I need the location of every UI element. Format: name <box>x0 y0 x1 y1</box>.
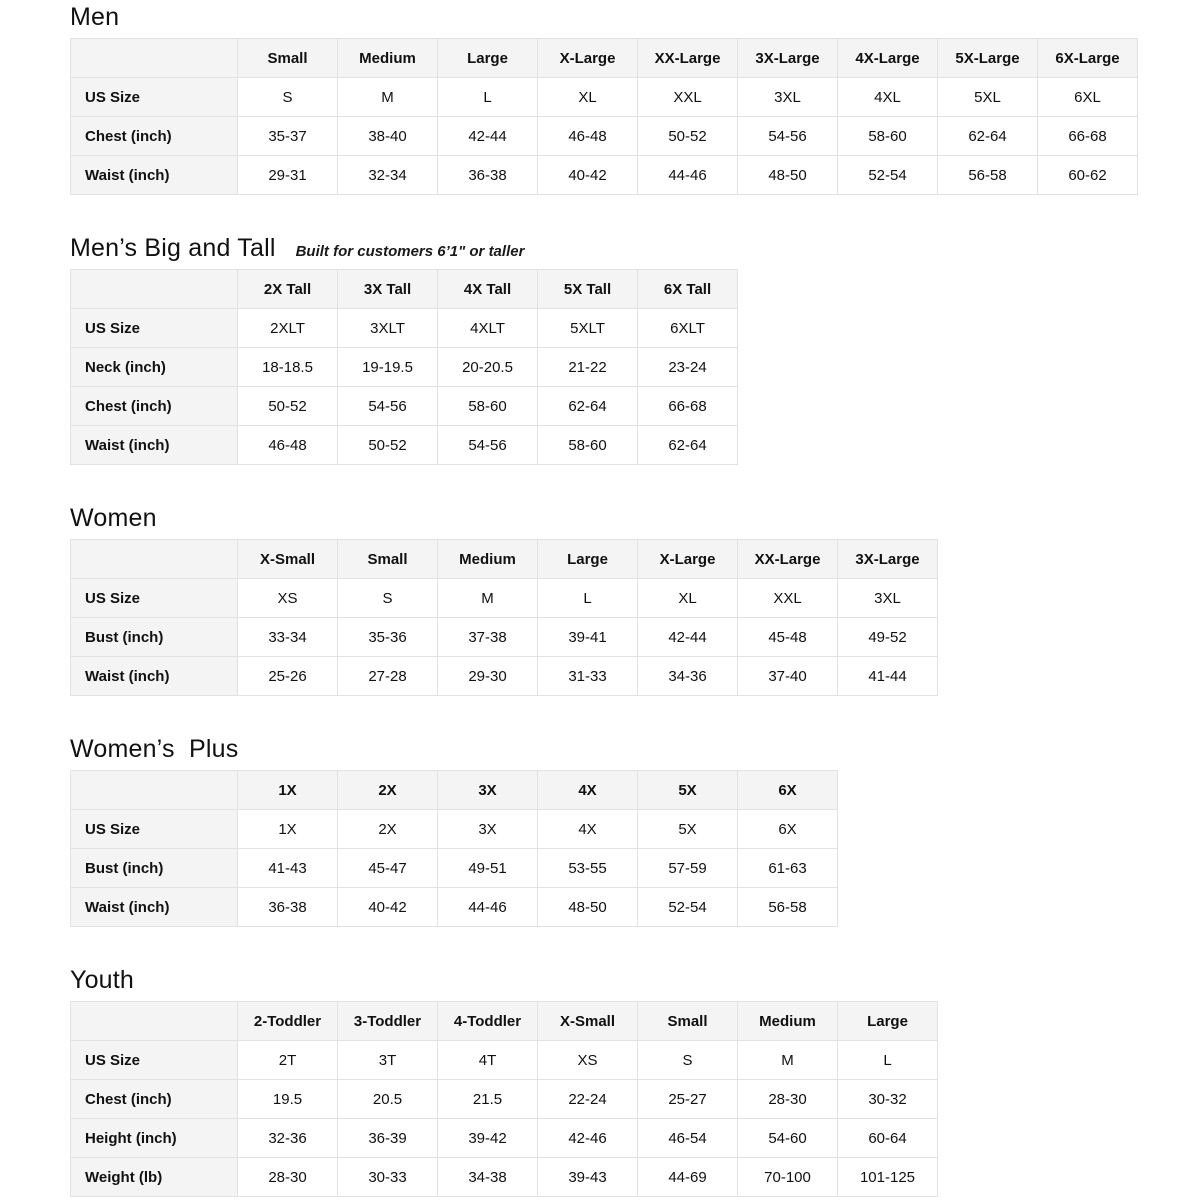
size-value-cell: 28-30 <box>238 1158 338 1197</box>
column-header: 3X Tall <box>338 270 438 309</box>
size-value-cell: 32-36 <box>238 1119 338 1158</box>
size-value-cell: 22-24 <box>538 1080 638 1119</box>
size-value-cell: XS <box>538 1041 638 1080</box>
column-header: Small <box>238 39 338 78</box>
size-value-cell: 54-56 <box>338 387 438 426</box>
size-value-cell: 35-36 <box>338 618 438 657</box>
size-value-cell: 54-56 <box>738 117 838 156</box>
size-value-cell: 62-64 <box>638 426 738 465</box>
column-header: 4X-Large <box>838 39 938 78</box>
row-label: US Size <box>71 1041 238 1080</box>
column-header: 5X <box>638 771 738 810</box>
table-row <box>71 387 738 426</box>
column-header: 4-Toddler <box>438 1002 538 1041</box>
size-value-cell: 30-32 <box>838 1080 938 1119</box>
column-header: X-Small <box>238 540 338 579</box>
row-label: US Size <box>71 810 238 849</box>
table-row <box>71 888 838 927</box>
size-table <box>70 38 1138 195</box>
section-title: Youth <box>70 966 135 994</box>
size-value-cell: 6XLT <box>638 309 738 348</box>
size-value-cell: 3XLT <box>338 309 438 348</box>
section-title: Men’s Big and Tall <box>70 234 276 262</box>
table-row <box>71 657 938 696</box>
size-value-cell: 32-34 <box>338 156 438 195</box>
size-value-cell: 36-38 <box>438 156 538 195</box>
size-value-cell: 3XL <box>738 78 838 117</box>
size-value-cell: 49-51 <box>438 849 538 888</box>
column-header: 2-Toddler <box>238 1002 338 1041</box>
row-label: Waist (inch) <box>71 888 238 927</box>
size-value-cell: S <box>638 1041 738 1080</box>
size-value-cell: 46-48 <box>238 426 338 465</box>
size-value-cell: 42-44 <box>638 618 738 657</box>
table-row <box>71 156 1138 195</box>
column-header: 4X <box>538 771 638 810</box>
size-value-cell: 4XLT <box>438 309 538 348</box>
row-label: Chest (inch) <box>71 1080 238 1119</box>
size-value-cell: 44-46 <box>438 888 538 927</box>
size-value-cell: 21.5 <box>438 1080 538 1119</box>
size-value-cell: 4XL <box>838 78 938 117</box>
size-value-cell: 2X <box>338 810 438 849</box>
table-row <box>71 78 1138 117</box>
section-heading <box>70 503 1200 533</box>
size-value-cell: XL <box>538 78 638 117</box>
row-label: Chest (inch) <box>71 117 238 156</box>
column-header: Large <box>538 540 638 579</box>
table-row <box>71 618 938 657</box>
table-row <box>71 1119 938 1158</box>
column-header: Medium <box>738 1002 838 1041</box>
size-value-cell: XXL <box>738 579 838 618</box>
table-corner-cell <box>71 39 238 78</box>
size-value-cell: 48-50 <box>738 156 838 195</box>
size-value-cell: 33-34 <box>238 618 338 657</box>
table-row <box>71 579 938 618</box>
size-value-cell: 29-31 <box>238 156 338 195</box>
section-title: Men <box>70 3 120 31</box>
size-table <box>70 269 738 465</box>
table-header-row <box>71 39 1138 78</box>
size-value-cell: XL <box>638 579 738 618</box>
table-corner-cell <box>71 540 238 579</box>
size-value-cell: 5XL <box>938 78 1038 117</box>
column-header: 3X <box>438 771 538 810</box>
size-value-cell: 29-30 <box>438 657 538 696</box>
size-value-cell: 40-42 <box>538 156 638 195</box>
size-value-cell: 37-40 <box>738 657 838 696</box>
size-section <box>70 2 1200 195</box>
size-value-cell: 40-42 <box>338 888 438 927</box>
size-value-cell: 6XL <box>1038 78 1138 117</box>
size-value-cell: 101-125 <box>838 1158 938 1197</box>
size-value-cell: 28-30 <box>738 1080 838 1119</box>
size-value-cell: M <box>338 78 438 117</box>
column-header: 1X <box>238 771 338 810</box>
column-header: 6X Tall <box>638 270 738 309</box>
size-value-cell: 6X <box>738 810 838 849</box>
size-value-cell: 38-40 <box>338 117 438 156</box>
column-header: Large <box>438 39 538 78</box>
size-value-cell: 4X <box>538 810 638 849</box>
size-value-cell: 57-59 <box>638 849 738 888</box>
column-header: 3X-Large <box>838 540 938 579</box>
column-header: Medium <box>438 540 538 579</box>
size-value-cell: 3T <box>338 1041 438 1080</box>
size-value-cell: 25-27 <box>638 1080 738 1119</box>
size-value-cell: 44-69 <box>638 1158 738 1197</box>
column-header: 5X-Large <box>938 39 1038 78</box>
size-table <box>70 770 838 927</box>
row-label: US Size <box>71 309 238 348</box>
size-value-cell: 3X <box>438 810 538 849</box>
size-value-cell: 37-38 <box>438 618 538 657</box>
size-value-cell: 5X <box>638 810 738 849</box>
table-row <box>71 348 738 387</box>
size-value-cell: 2XLT <box>238 309 338 348</box>
size-value-cell: 44-46 <box>638 156 738 195</box>
size-value-cell: S <box>338 579 438 618</box>
table-row <box>71 1041 938 1080</box>
size-value-cell: 58-60 <box>438 387 538 426</box>
table-row <box>71 426 738 465</box>
column-header: 2X <box>338 771 438 810</box>
row-label: US Size <box>71 579 238 618</box>
column-header: Medium <box>338 39 438 78</box>
size-value-cell: 39-42 <box>438 1119 538 1158</box>
size-table <box>70 539 938 696</box>
column-header: Small <box>338 540 438 579</box>
size-value-cell: 3XL <box>838 579 938 618</box>
table-row <box>71 309 738 348</box>
size-table <box>70 1001 938 1197</box>
row-label: Chest (inch) <box>71 387 238 426</box>
column-header: 4X Tall <box>438 270 538 309</box>
row-label: Waist (inch) <box>71 426 238 465</box>
size-value-cell: 54-60 <box>738 1119 838 1158</box>
row-label: US Size <box>71 78 238 117</box>
section-title: Women’s Plus <box>70 735 239 763</box>
table-corner-cell <box>71 270 238 309</box>
table-header-row <box>71 1002 938 1041</box>
size-value-cell: 60-62 <box>1038 156 1138 195</box>
size-value-cell: XXL <box>638 78 738 117</box>
size-value-cell: 52-54 <box>838 156 938 195</box>
table-row <box>71 1080 938 1119</box>
column-header: X-Large <box>638 540 738 579</box>
size-value-cell: 70-100 <box>738 1158 838 1197</box>
size-value-cell: 2T <box>238 1041 338 1080</box>
row-label: Waist (inch) <box>71 156 238 195</box>
row-label: Neck (inch) <box>71 348 238 387</box>
size-value-cell: 27-28 <box>338 657 438 696</box>
size-value-cell: 34-38 <box>438 1158 538 1197</box>
table-row <box>71 117 1138 156</box>
table-header-row <box>71 270 738 309</box>
column-header: 6X <box>738 771 838 810</box>
section-heading <box>70 734 1200 764</box>
size-value-cell: 49-52 <box>838 618 938 657</box>
size-section <box>70 233 1200 465</box>
size-value-cell: 52-54 <box>638 888 738 927</box>
size-value-cell: 62-64 <box>538 387 638 426</box>
column-header: Small <box>638 1002 738 1041</box>
size-value-cell: L <box>838 1041 938 1080</box>
section-heading <box>70 965 1200 995</box>
size-value-cell: S <box>238 78 338 117</box>
table-row <box>71 1158 938 1197</box>
size-value-cell: 35-37 <box>238 117 338 156</box>
size-value-cell: 36-39 <box>338 1119 438 1158</box>
column-header: 2X Tall <box>238 270 338 309</box>
size-value-cell: 25-26 <box>238 657 338 696</box>
row-label: Bust (inch) <box>71 618 238 657</box>
section-title: Women <box>70 504 157 532</box>
size-value-cell: L <box>538 579 638 618</box>
column-header: X-Small <box>538 1002 638 1041</box>
size-value-cell: 50-52 <box>338 426 438 465</box>
size-value-cell: 18-18.5 <box>238 348 338 387</box>
row-label: Weight (lb) <box>71 1158 238 1197</box>
size-value-cell: 56-58 <box>738 888 838 927</box>
size-value-cell: 54-56 <box>438 426 538 465</box>
size-value-cell: 41-43 <box>238 849 338 888</box>
column-header: XX-Large <box>738 540 838 579</box>
column-header: X-Large <box>538 39 638 78</box>
row-label: Waist (inch) <box>71 657 238 696</box>
column-header: 3X-Large <box>738 39 838 78</box>
size-value-cell: 4T <box>438 1041 538 1080</box>
size-value-cell: 45-47 <box>338 849 438 888</box>
row-label: Height (inch) <box>71 1119 238 1158</box>
size-value-cell: 66-68 <box>1038 117 1138 156</box>
size-value-cell: 30-33 <box>338 1158 438 1197</box>
column-header: 5X Tall <box>538 270 638 309</box>
size-value-cell: 39-43 <box>538 1158 638 1197</box>
size-value-cell: 46-48 <box>538 117 638 156</box>
table-row <box>71 849 838 888</box>
size-value-cell: 50-52 <box>238 387 338 426</box>
size-value-cell: 42-46 <box>538 1119 638 1158</box>
size-value-cell: 45-48 <box>738 618 838 657</box>
section-heading <box>70 233 1200 263</box>
table-header-row <box>71 771 838 810</box>
size-value-cell: 61-63 <box>738 849 838 888</box>
table-row <box>71 810 838 849</box>
size-value-cell: 48-50 <box>538 888 638 927</box>
column-header: 6X-Large <box>1038 39 1138 78</box>
size-value-cell: 53-55 <box>538 849 638 888</box>
table-corner-cell <box>71 1002 238 1041</box>
column-header: 3-Toddler <box>338 1002 438 1041</box>
size-value-cell: 60-64 <box>838 1119 938 1158</box>
table-corner-cell <box>71 771 238 810</box>
table-header-row <box>71 540 938 579</box>
size-value-cell: 62-64 <box>938 117 1038 156</box>
size-value-cell: 34-36 <box>638 657 738 696</box>
size-value-cell: 1X <box>238 810 338 849</box>
size-value-cell: 58-60 <box>538 426 638 465</box>
size-value-cell: 31-33 <box>538 657 638 696</box>
size-chart-document <box>70 2 1200 1197</box>
section-subtitle: Built for customers 6’1" or taller <box>295 243 525 260</box>
size-value-cell: 42-44 <box>438 117 538 156</box>
size-value-cell: 58-60 <box>838 117 938 156</box>
column-header: Large <box>838 1002 938 1041</box>
size-section <box>70 965 1200 1197</box>
size-value-cell: 21-22 <box>538 348 638 387</box>
size-value-cell: 5XLT <box>538 309 638 348</box>
size-section <box>70 503 1200 696</box>
size-value-cell: 56-58 <box>938 156 1038 195</box>
section-heading <box>70 2 1200 32</box>
size-value-cell: 66-68 <box>638 387 738 426</box>
size-value-cell: L <box>438 78 538 117</box>
row-label: Bust (inch) <box>71 849 238 888</box>
column-header: XX-Large <box>638 39 738 78</box>
size-value-cell: XS <box>238 579 338 618</box>
size-value-cell: 19.5 <box>238 1080 338 1119</box>
size-value-cell: 36-38 <box>238 888 338 927</box>
size-value-cell: M <box>438 579 538 618</box>
size-value-cell: 50-52 <box>638 117 738 156</box>
size-value-cell: 19-19.5 <box>338 348 438 387</box>
size-value-cell: 41-44 <box>838 657 938 696</box>
size-value-cell: 20-20.5 <box>438 348 538 387</box>
size-value-cell: 23-24 <box>638 348 738 387</box>
size-value-cell: 20.5 <box>338 1080 438 1119</box>
size-value-cell: M <box>738 1041 838 1080</box>
size-value-cell: 39-41 <box>538 618 638 657</box>
size-value-cell: 46-54 <box>638 1119 738 1158</box>
size-section <box>70 734 1200 927</box>
